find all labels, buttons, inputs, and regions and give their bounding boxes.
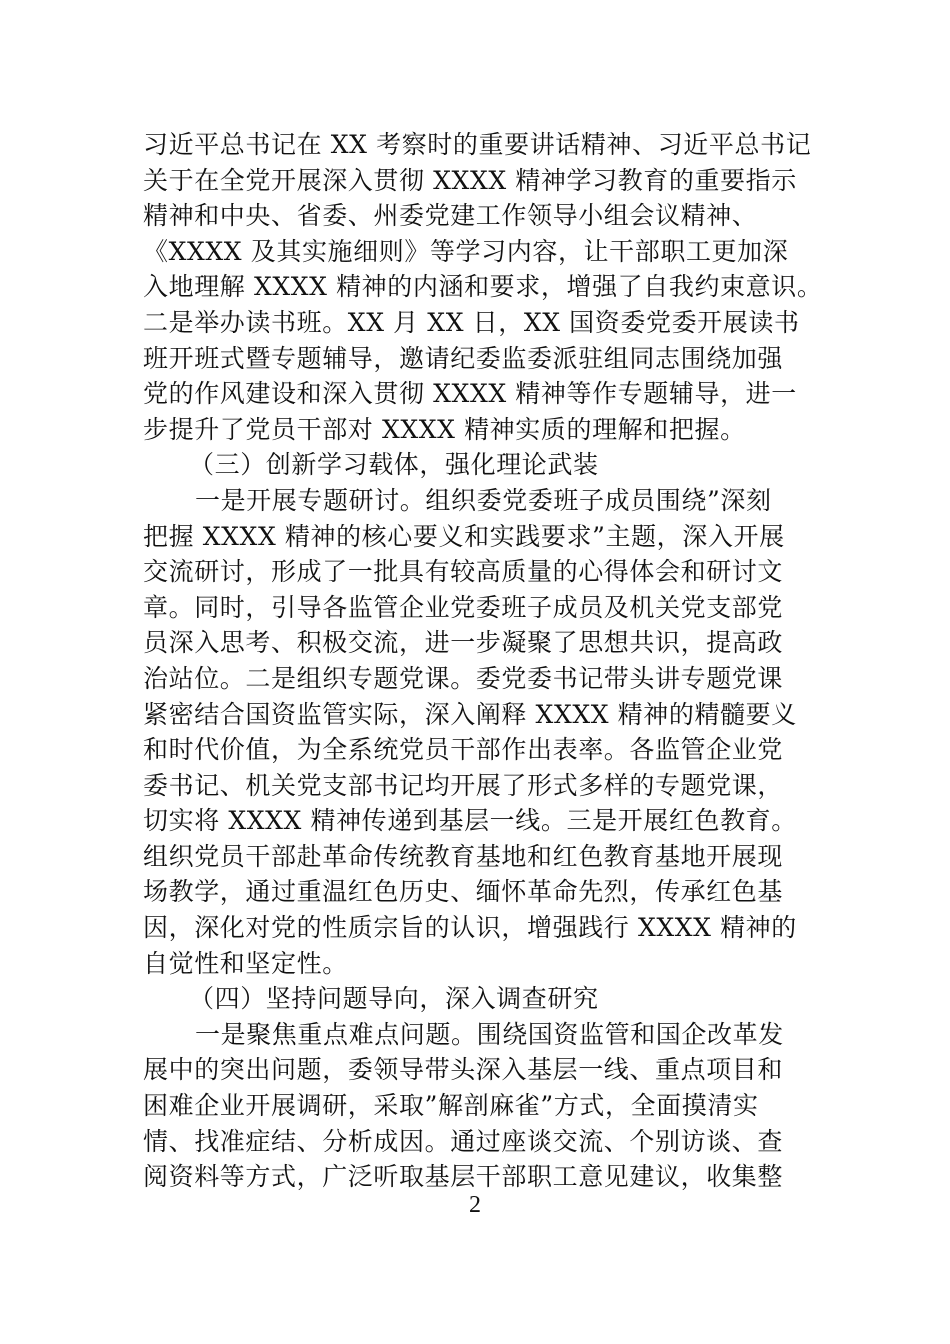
- text-line: 一是聚焦重点难点问题。围绕国资监管和国企改革发: [195, 1019, 784, 1049]
- text-line: 阅资料等方式，广泛听取基层干部职工意见建议，收集整: [143, 1162, 784, 1192]
- text-line: 员深入思考、积极交流，进一步凝聚了思想共识，提高政: [143, 628, 784, 658]
- text-line: 二是举办读书班。XX 月 XX 日，XX 国资委党委开展读书: [143, 307, 800, 337]
- text-line: 习近平总书记在 XX 考察时的重要讲话精神、习近平总书记: [143, 130, 812, 159]
- text-line: 把握 XXXX 精神的核心要义和实践要求”主题，深入开展: [143, 521, 785, 551]
- text-line: 自觉性和坚定性。: [143, 948, 348, 978]
- text-line: 精神和中央、省委、州委党建工作领导小组会议精神、: [143, 201, 758, 231]
- text-line: 章。同时，引导各监管企业党委班子成员及机关党支部党: [143, 592, 784, 622]
- text-line: 治站位。二是组织专题党课。委党委书记带头讲专题党课: [143, 663, 784, 693]
- text-line: 紧密结合国资监管实际，深入阐释 XXXX 精神的精髓要义: [143, 699, 797, 729]
- text-line: 班开班式暨专题辅导，邀请纪委监委派驻组同志围绕加强: [143, 343, 784, 373]
- text-line: 委书记、机关党支部书记均开展了形式多样的专题党课，: [143, 770, 784, 800]
- text-line: 因，深化对党的性质宗旨的认识，增强践行 XXXX 精神的: [143, 913, 797, 943]
- body-text: [143, 127, 823, 1195]
- text-line: 入地理解 XXXX 精神的内涵和要求，增强了自我约束意识。: [143, 272, 823, 302]
- text-line: 情、找准症结、分析成因。通过座谈交流、个别访谈、查: [143, 1126, 784, 1156]
- text-line: 一是开展专题研讨。组织委党委班子成员围绕”深刻: [195, 485, 772, 515]
- text-line: 展中的突出问题，委领导带头深入基层一线、重点项目和: [143, 1055, 784, 1085]
- text-line: 交流研讨，形成了一批具有较高质量的心得体会和研讨文: [143, 557, 784, 587]
- text-line: 关于在全党开展深入贯彻 XXXX 精神学习教育的重要指示: [143, 165, 797, 195]
- text-line: 和时代价值，为全系统党员干部作出表率。各监管企业党: [143, 735, 784, 765]
- text-line: 组织党员干部赴革命传统教育基地和红色教育基地开展现: [143, 841, 784, 871]
- text-line: 步提升了党员干部对 XXXX 精神实质的理解和把握。: [143, 414, 746, 444]
- text-line: 切实将 XXXX 精神传递到基层一线。三是开展红色教育。: [143, 806, 797, 836]
- text-line: 《XXXX 及其实施细则》等学习内容，让干部职工更加深: [143, 236, 789, 266]
- section-heading: （四）坚持问题导向，深入调查研究: [189, 984, 599, 1014]
- page-number: 2: [469, 1192, 481, 1218]
- text-line: 党的作风建设和深入贯彻 XXXX 精神等作专题辅导，进一: [143, 379, 797, 409]
- section-heading: （三）创新学习载体，强化理论武装: [189, 450, 599, 480]
- text-line: 场教学，通过重温红色历史、缅怀革命先烈，传承红色基: [143, 877, 784, 907]
- text-line: 困难企业开展调研，采取”解剖麻雀”方式，全面摸清实: [143, 1091, 759, 1121]
